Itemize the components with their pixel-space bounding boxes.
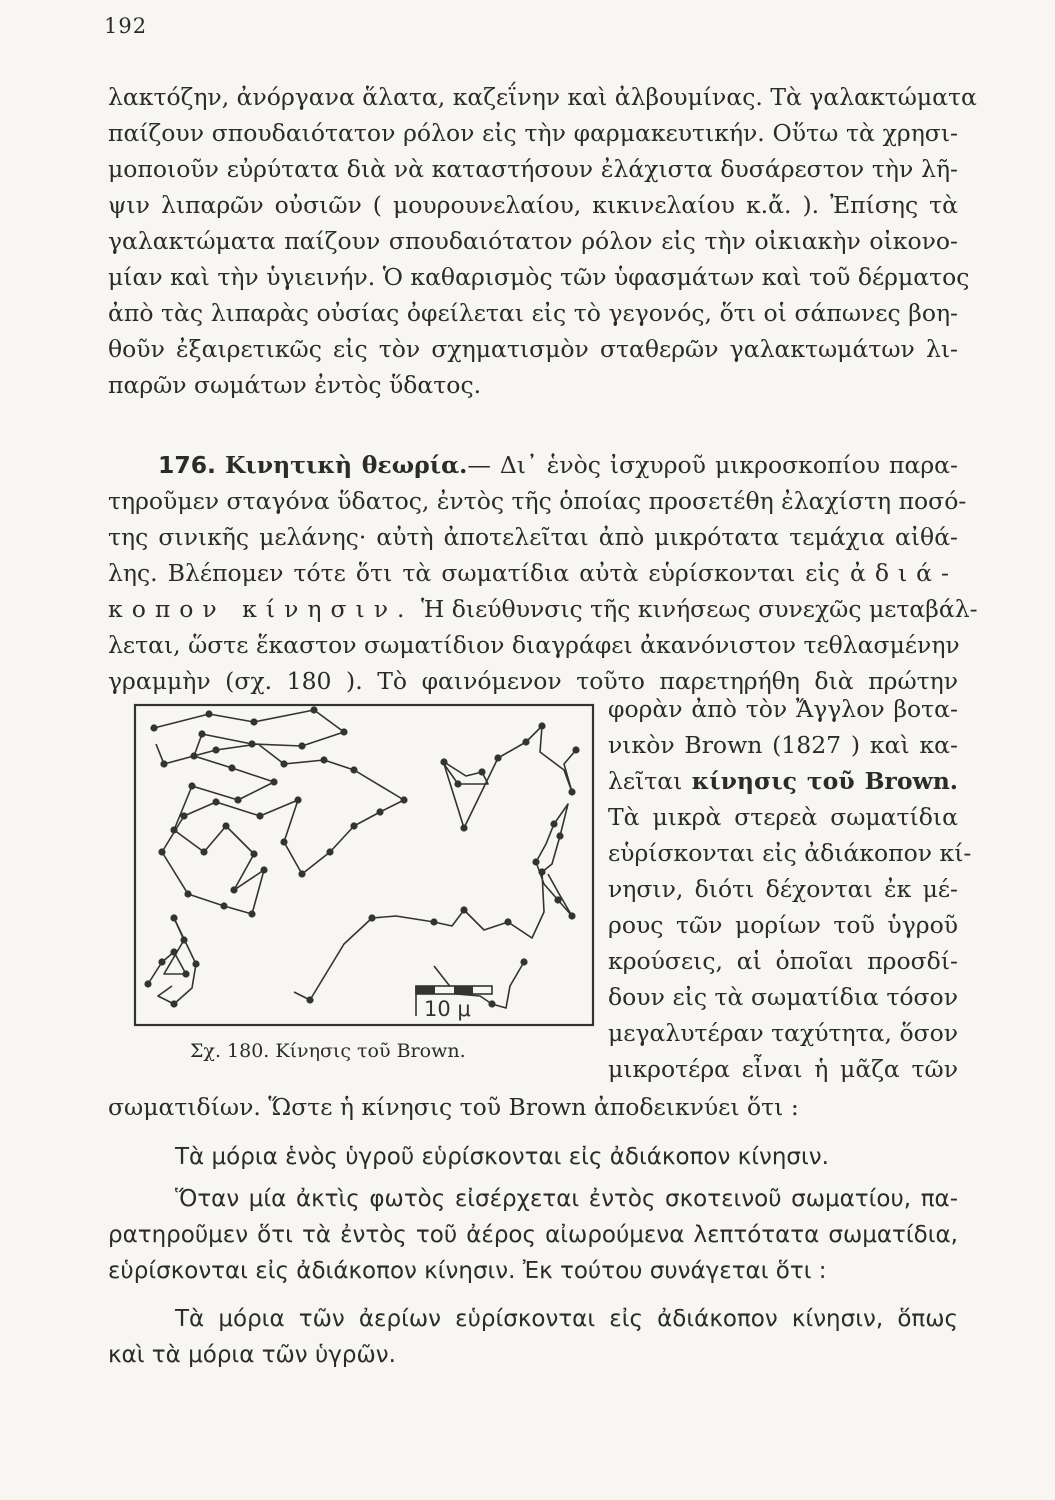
text-line: λακτόζην, ἀνόργανα ἅλατα, καζεΐνην καὶ ἀλβουμίνας. Τὰ γαλακτώματα bbox=[108, 83, 977, 111]
section-heading-rest: — Δι᾽ ἑνὸς ἰσχυροῦ μικροσκοπίου παρα- bbox=[467, 451, 958, 479]
text-line: ρατηροῦμεν ὅτι τὰ ἐντὸς τοῦ ἀέρος αἰωρούμενα λεπτότατα σωματίδια, bbox=[108, 1222, 958, 1248]
text-line: κρούσεις, αἱ ὁποῖαι προσδί- bbox=[608, 947, 958, 975]
scale-bar bbox=[416, 986, 492, 1021]
section-number: 176. bbox=[158, 451, 216, 479]
text-line: δουν εἰς τὰ σωματίδια τόσον bbox=[608, 983, 958, 1011]
particle-path bbox=[154, 710, 404, 914]
text-line: νησιν, διότι δέχονται ἐκ μέ- bbox=[608, 875, 958, 903]
text-line: σωματιδίων. Ὥστε ἡ κίνησις τοῦ Brown ἀποδεικνύει ὅτι : bbox=[108, 1093, 799, 1121]
text-line: γραμμὴν (σχ. 180 ). Τὸ φαινόμενον τοῦτο παρετηρήθη διὰ πρώτην bbox=[108, 667, 958, 695]
page-number: 192 bbox=[104, 14, 148, 38]
text-line: παίζουν σπουδαιότατον ρόλον εἰς τὴν φαρμακευτικήν. Οὕτω τὰ χρησι- bbox=[108, 119, 958, 147]
text-line: τηροῦμεν σταγόνα ὕδατος, ἐντὸς τῆς ὁποίας προσετέθη ἐλαχίστη ποσό- bbox=[108, 487, 967, 515]
text-line: φορὰν ἀπὸ τὸν Ἄγγλον βοτα- bbox=[608, 695, 958, 723]
text-segment: λης. Βλέπομεν τότε ὅτι τὰ σωματίδια αὐτὰ εὑρίσκονται εἰς bbox=[108, 559, 840, 587]
text-segment: λεῖται bbox=[608, 767, 683, 795]
text-line: καὶ τὰ μόρια τῶν ὑγρῶν. bbox=[108, 1342, 396, 1368]
law-liquids: Τὰ μόρια ἑνὸς ὑγροῦ εὑρίσκονται εἰς ἀδιάκοπον κίνησιν. bbox=[175, 1144, 829, 1170]
spaced-word: ἀδιά- bbox=[849, 559, 958, 587]
text-line: μικροτέρα εἶναι ἡ μᾶζα τῶν bbox=[608, 1055, 958, 1083]
particle-path bbox=[444, 726, 576, 828]
text-line: θοῦν ἐξαιρετικῶς εἰς τὸν σχηματισμὸν σταθερῶν γαλακτωμάτων λι- bbox=[108, 335, 958, 363]
figure-caption: Σχ. 180. Κίνησις τοῦ Brown. bbox=[190, 1040, 466, 1062]
text-line bbox=[608, 764, 958, 798]
text-line: ἀπὸ τὰς λιπαρὰς οὐσίας ὀφείλεται εἰς τὸ γεγονός, ὅτι οἱ σάπωνες βοη- bbox=[108, 299, 958, 327]
text-segment: Ἡ διεύθυνσις τῆς κινήσεως συνεχῶς μεταβάλ- bbox=[420, 595, 978, 623]
particle-path bbox=[148, 918, 196, 1004]
text-line: ψιν λιπαρῶν οὐσιῶν ( μουρουνελαίου, κικινελαίου κ.ἄ. ). Ἐπίσης τὰ bbox=[108, 191, 958, 219]
particle-path bbox=[294, 804, 572, 1000]
scale-label: 10 μ bbox=[424, 997, 471, 1021]
text-line: μεγαλυτέραν ταχύτητα, ὅσον bbox=[608, 1019, 959, 1047]
text-line: μοποιοῦν εὐρύτατα διὰ νὰ καταστήσουν ἐλάχιστα δυσάρεστον τὴν λῆ- bbox=[108, 155, 958, 183]
text-line bbox=[108, 592, 978, 626]
text-line: εὑρίσκονται εἰς ἀδιάκοπον κί- bbox=[608, 839, 972, 867]
text-line: Ὅταν μία ἀκτὶς φωτὸς εἰσέρχεται ἐντὸς σκοτεινοῦ σωματίου, πα- bbox=[175, 1186, 958, 1212]
text-line: Τὰ μικρὰ στερεὰ σωματίδια bbox=[608, 803, 958, 831]
brownian-motion-diagram bbox=[134, 704, 594, 1026]
text-line: ρους τῶν μορίων τοῦ ὑγροῦ bbox=[608, 911, 958, 939]
text-line bbox=[108, 556, 958, 590]
spaced-word: κοπον κίνησιν. bbox=[108, 595, 414, 623]
brownian-motion-figure bbox=[134, 704, 594, 1026]
text-line: παρῶν σωμάτων ἐντὸς ὕδατος. bbox=[108, 371, 482, 399]
brownian-motion-term: κίνησις τοῦ Brown. bbox=[691, 767, 958, 795]
text-line: νικὸν Brown (1827 ) καὶ κα- bbox=[608, 731, 958, 759]
section-heading-line bbox=[158, 448, 958, 482]
text-line: γαλακτώματα παίζουν σπουδαιότατον ρόλον εἰς τὴν οἰκιακὴν οἰκονο- bbox=[108, 227, 958, 255]
text-line: της σινικῆς μελάνης· αὐτὴ ἀποτελεῖται ἀπὸ μικρότατα τεμάχια αἰθά- bbox=[108, 523, 958, 551]
text-line: μίαν καὶ τὴν ὑγιεινήν. Ὁ καθαρισμὸς τῶν ὑφασμάτων καὶ τοῦ δέρματος bbox=[108, 263, 970, 291]
section-title: Κινητικὴ θεωρία. bbox=[224, 451, 468, 479]
text-line: Τὰ μόρια τῶν ἀερίων εὑρίσκονται εἰς ἀδιάκοπον κίνησιν, ὅπως bbox=[175, 1306, 958, 1332]
text-line: εὑρίσκονται εἰς ἀδιάκοπον κίνησιν. Ἐκ τούτου συνάγεται ὅτι : bbox=[108, 1258, 827, 1284]
text-line: λεται, ὥστε ἕκαστον σωματίδιον διαγράφει ἀκανόνιστον τεθλασμένην bbox=[108, 631, 960, 659]
